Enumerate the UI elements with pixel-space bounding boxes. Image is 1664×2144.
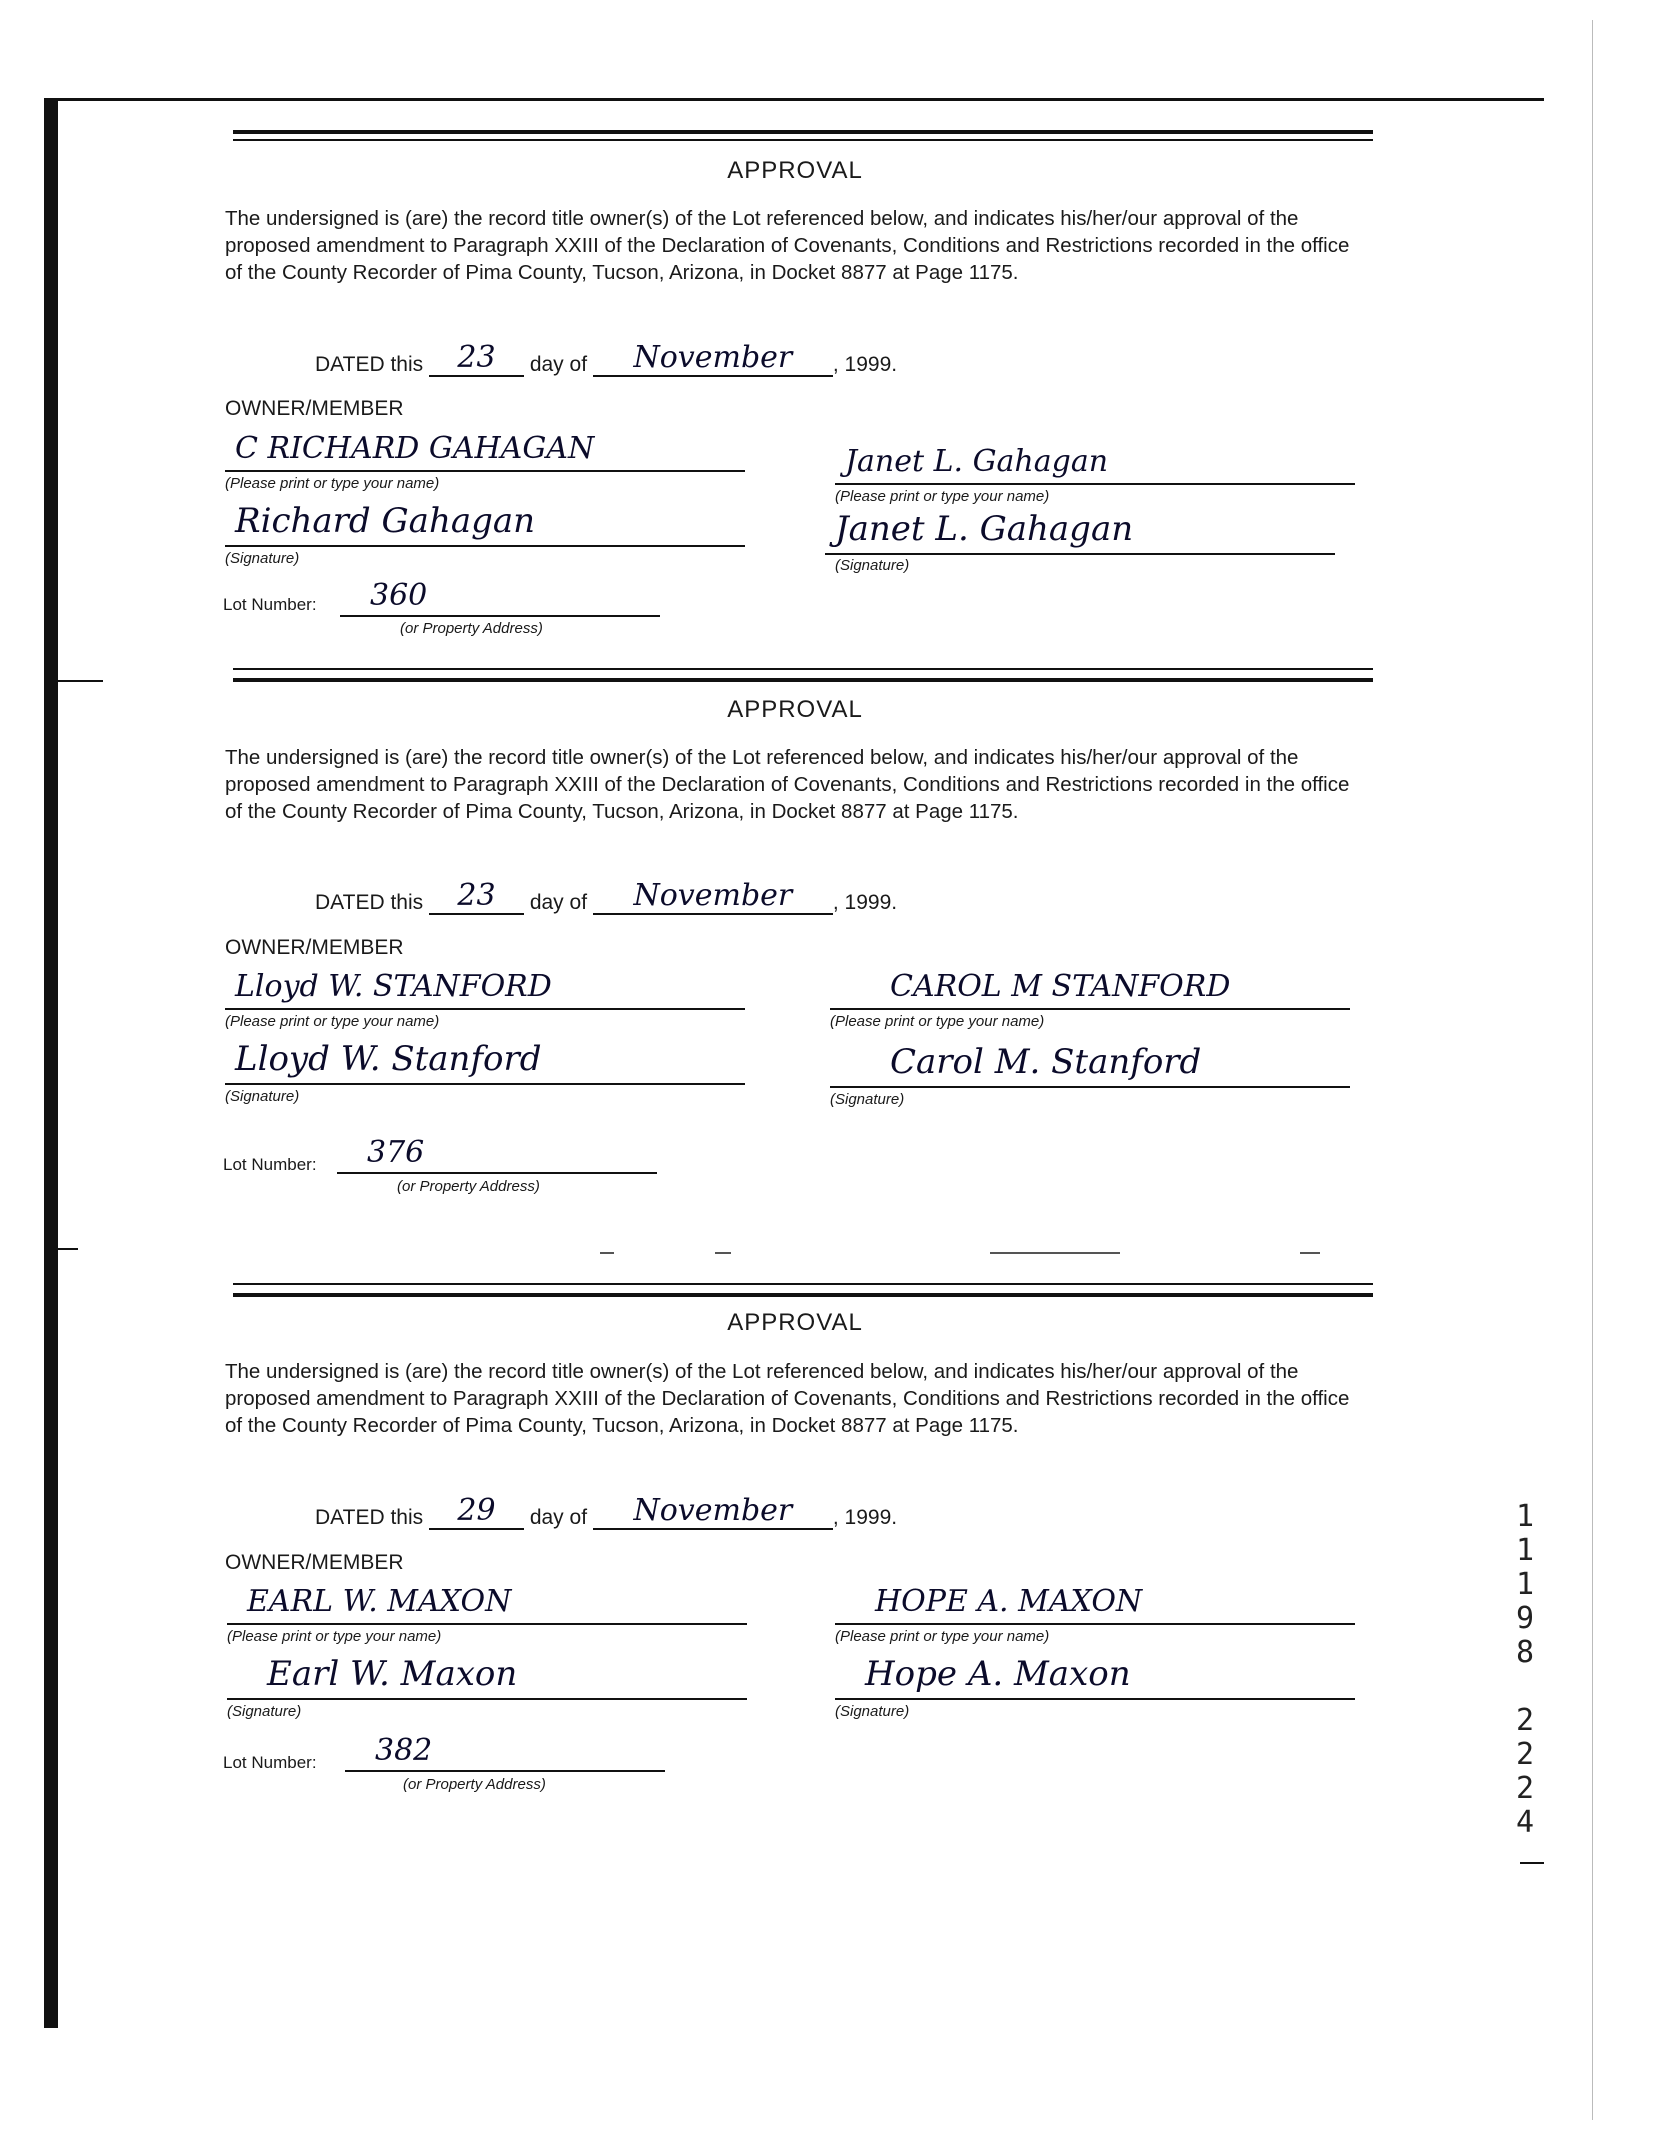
owner2-signature: Janet L. Gahagan <box>835 509 1134 549</box>
day-field: 23 <box>429 340 524 377</box>
day-of-label: day of <box>529 1506 588 1529</box>
approval-paragraph: The undersigned is (are) the record title owner(s) of the Lot referenced below, and indicates his/her/our approval of the proposed amendment to Paragraph XXIII of the Declaration of Covenants, Conditions and Restrictions recorded in the office of the County Recorder of Pima County, Tucson, Arizona, in Docket 8877 at Page 1175. <box>225 1360 1350 1437</box>
approval-section-2 <box>223 668 1365 1195</box>
owner-member-label: OWNER/MEMBER <box>225 1551 404 1574</box>
owner1-print-caption: (Please print or type your name) <box>227 1628 442 1645</box>
owner-member-label: OWNER/MEMBER <box>225 936 404 959</box>
month-field: November <box>593 878 833 915</box>
month-field: November <box>593 1493 833 1530</box>
owner1-print-caption: (Please print or type your name) <box>225 1013 440 1030</box>
owner1-signature-caption: (Signature) <box>225 1088 300 1105</box>
owner2-signature-caption: (Signature) <box>830 1091 905 1108</box>
scan-mark <box>715 1252 731 1254</box>
stamp-digit: 1 <box>1515 1533 1535 1568</box>
owner2-print-caption: (Please print or type your name) <box>835 488 1050 505</box>
dated-row <box>315 340 897 377</box>
day-of-label: day of <box>529 891 588 914</box>
owner2-signature: Hope A. Maxon <box>865 1654 1131 1694</box>
dated-label: DATED this <box>315 891 424 914</box>
owner1-signature: Earl W. Maxon <box>267 1654 518 1694</box>
section-top-rule <box>233 1293 1373 1297</box>
owner1-name: C RICHARD GAHAGAN <box>235 431 595 466</box>
owner2-signature-caption: (Signature) <box>835 557 910 574</box>
section-top-rule <box>233 678 1373 682</box>
stamp-digit: 4 <box>1515 1805 1535 1840</box>
lot-number: 382 <box>375 1733 433 1768</box>
recording-stamp <box>1505 1500 1545 1840</box>
dated-row <box>315 1493 897 1530</box>
dated-label: DATED this <box>315 353 424 376</box>
scan-mark <box>990 1252 1120 1254</box>
lot-number: 360 <box>370 578 428 613</box>
owner1-signature: Richard Gahagan <box>235 501 536 541</box>
day-field: 23 <box>429 878 524 915</box>
approval-heading: APPROVAL <box>727 1309 863 1336</box>
dated-row <box>315 878 897 915</box>
lot-number-label: Lot Number: <box>223 1155 317 1174</box>
lot-number-field <box>340 575 660 617</box>
stamp-digit: 2 <box>1515 1771 1535 1806</box>
stamp-digit: 9 <box>1515 1601 1535 1636</box>
owner1-signature-caption: (Signature) <box>225 550 300 567</box>
scan-right-edge <box>1592 20 1593 2120</box>
scan-top-border <box>44 98 1544 101</box>
lot-number-label: Lot Number: <box>223 1753 317 1772</box>
section-top-rule <box>233 130 1373 134</box>
section-top-rule-thin <box>233 139 1373 141</box>
lot-caption: (or Property Address) <box>397 1178 540 1195</box>
scan-mark <box>600 1252 614 1254</box>
stamp-digit: 2 <box>1515 1737 1535 1772</box>
owner1-signature-field <box>227 1648 747 1700</box>
owner2-print-caption: (Please print or type your name) <box>835 1628 1050 1645</box>
approval-heading: APPROVAL <box>727 157 863 184</box>
owner1-signature-field <box>225 1033 745 1085</box>
stamp-digit: 8 <box>1515 1635 1535 1670</box>
stamp-digit: 1 <box>1515 1567 1535 1602</box>
owner1-name: EARL W. MAXON <box>247 1584 512 1619</box>
owner2-signature: Carol M. Stanford <box>890 1042 1202 1082</box>
approval-section-1 <box>225 125 1365 645</box>
approval-paragraph: The undersigned is (are) the record title owner(s) of the Lot referenced below, and indicates his/her/our approval of the proposed amendment to Paragraph XXIII of the Declaration of Covenants, Conditions and Restrictions recorded in the office of the County Recorder of Pima County, Tucson, Arizona, in Docket 8877 at Page 1175. <box>225 207 1350 284</box>
stamp-digit: 2 <box>1515 1703 1535 1738</box>
owner2-name: HOPE A. MAXON <box>875 1584 1143 1619</box>
scan-left-border <box>44 98 58 2028</box>
owner1-print-caption: (Please print or type your name) <box>225 475 440 492</box>
year-label: , 1999. <box>832 353 898 376</box>
section-top-rule-thin <box>233 668 1373 670</box>
scan-mark <box>1520 1862 1544 1864</box>
lot-caption: (or Property Address) <box>403 1776 546 1793</box>
month-field: November <box>593 340 833 377</box>
approval-heading: APPROVAL <box>727 696 863 723</box>
owner2-print-caption: (Please print or type your name) <box>830 1013 1045 1030</box>
owner1-name: Lloyd W. STANFORD <box>235 969 552 1004</box>
day-of-label: day of <box>529 353 588 376</box>
lot-number-field <box>337 1130 657 1174</box>
owner2-name-field <box>835 1583 1355 1625</box>
dated-label: DATED this <box>315 1506 424 1529</box>
stamp-digit: 1 <box>1515 1499 1535 1534</box>
owner1-name-field <box>227 1583 747 1625</box>
owner1-signature: Lloyd W. Stanford <box>235 1039 542 1079</box>
section-top-rule-thin <box>233 1283 1373 1285</box>
owner2-signature-field <box>825 505 1335 555</box>
owner2-name: CAROL M STANFORD <box>890 969 1231 1004</box>
owner-member-label: OWNER/MEMBER <box>225 397 404 420</box>
owner1-signature-caption: (Signature) <box>227 1703 302 1720</box>
year-label: , 1999. <box>832 1506 898 1529</box>
scan-mark <box>1300 1252 1320 1254</box>
owner2-signature-field <box>830 1036 1350 1088</box>
owner2-name-field <box>835 443 1355 485</box>
lot-number: 376 <box>367 1135 425 1170</box>
approval-paragraph: The undersigned is (are) the record title owner(s) of the Lot referenced below, and indicates his/her/our approval of the proposed amendment to Paragraph XXIII of the Declaration of Covenants, Conditions and Restrictions recorded in the office of the County Recorder of Pima County, Tucson, Arizona, in Docket 8877 at Page 1175. <box>225 746 1350 823</box>
year-label: , 1999. <box>832 891 898 914</box>
owner2-signature-field <box>835 1648 1355 1700</box>
owner2-name: Janet L. Gahagan <box>845 444 1109 479</box>
day-field: 29 <box>429 1493 524 1530</box>
owner1-signature-field <box>225 497 745 547</box>
owner1-name-field <box>225 968 745 1010</box>
owner1-name-field <box>225 430 745 472</box>
approval-section-3 <box>225 1283 1365 1803</box>
scan-mark <box>58 1248 78 1250</box>
owner2-name-field <box>830 968 1350 1010</box>
lot-number-field <box>345 1728 665 1772</box>
owner2-signature-caption: (Signature) <box>835 1703 910 1720</box>
lot-number-label: Lot Number: <box>223 595 317 614</box>
lot-caption: (or Property Address) <box>400 620 543 637</box>
scan-mark <box>58 680 103 682</box>
